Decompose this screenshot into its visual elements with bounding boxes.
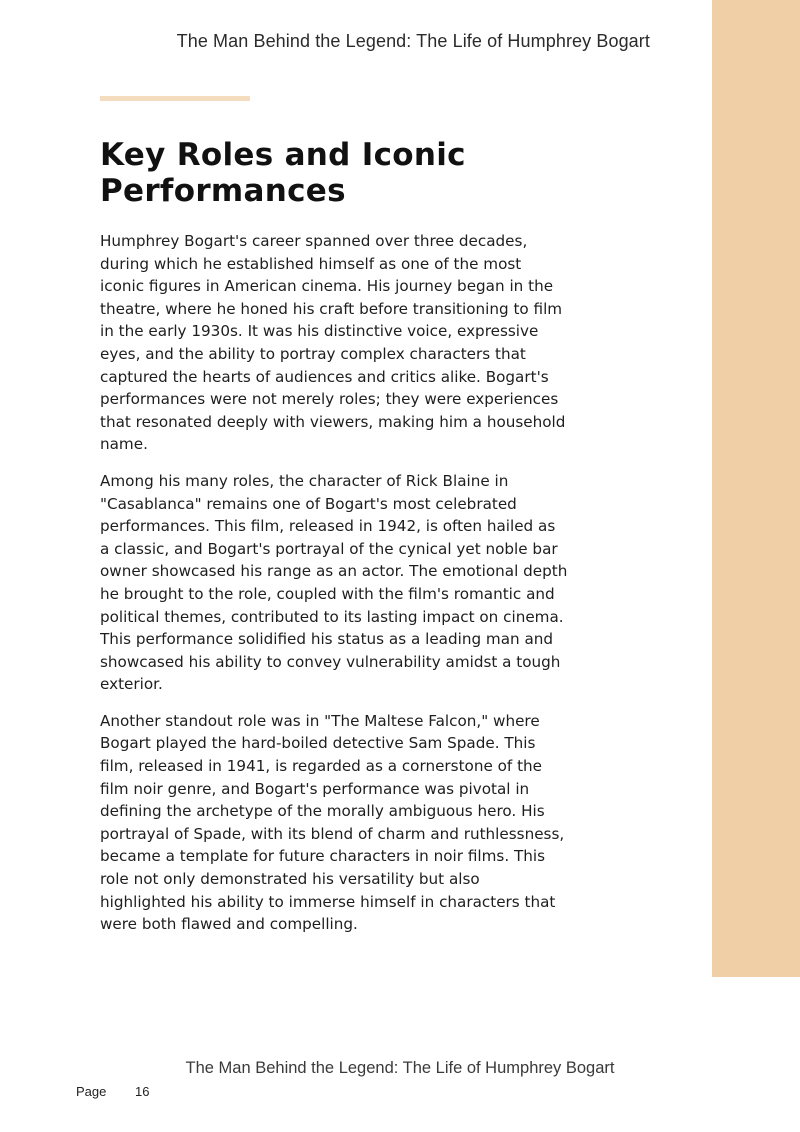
body-paragraph-1: Humphrey Bogart's career spanned over three decades, during which he established himself as one of the most iconic figures in American cinema. His journey began in the theatre, where he honed his craft before transitioning to film in the early 1930s. It was his distinctive voice, expressive eyes, and the ability to portray complex characters that captured the hearts of audiences and critics alike. Bogart's performances were not merely roles; they were experiences that resonated deeply with viewers, making him a household name. <box>100 232 566 454</box>
page-label: Page <box>76 1084 107 1099</box>
chapter-body <box>100 230 568 950</box>
chapter-title: Key Roles and Iconic Performances <box>100 137 466 209</box>
running-header: The Man Behind the Legend: The Life of Humphrey Bogart <box>176 31 650 51</box>
side-color-band <box>712 0 800 977</box>
running-footer <box>0 1059 800 1078</box>
accent-rule <box>100 96 250 101</box>
body-paragraph-2: Among his many roles, the character of Rick Blaine in "Casablanca" remains one of Bogart's most celebrated performances. This film, released in 1942, is often hailed as a classic, and Bogart's portrayal of the cynical yet noble bar owner showcased his range as an actor. The emotional depth he brought to the role, coupled with the film's romantic and political themes, contributed to its lasting impact on cinema. This performance solidified his status as a leading man and showcased his ability to convey vulnerability amidst a tough exterior. <box>100 471 568 694</box>
footer-title: The Man Behind the Legend: The Life of Humphrey Bogart <box>185 1059 615 1077</box>
body-paragraph-3: Another standout role was in "The Maltese Falcon," where Bogart played the hard-boiled detective Sam Spade. This film, released in 1941, is regarded as a cornerstone of the film noir genre, and Bogart's performance was pivotal in defining the archetype of the morally ambiguous hero. His portrayal of Spade, with its blend of charm and ruthlessness, became a template for future characters in noir films. This role not only demonstrated his versatility but also highlighted his ability to immerse himself in characters that were both flawed and compelling. <box>100 711 565 934</box>
page-number: 16 <box>135 1084 150 1099</box>
